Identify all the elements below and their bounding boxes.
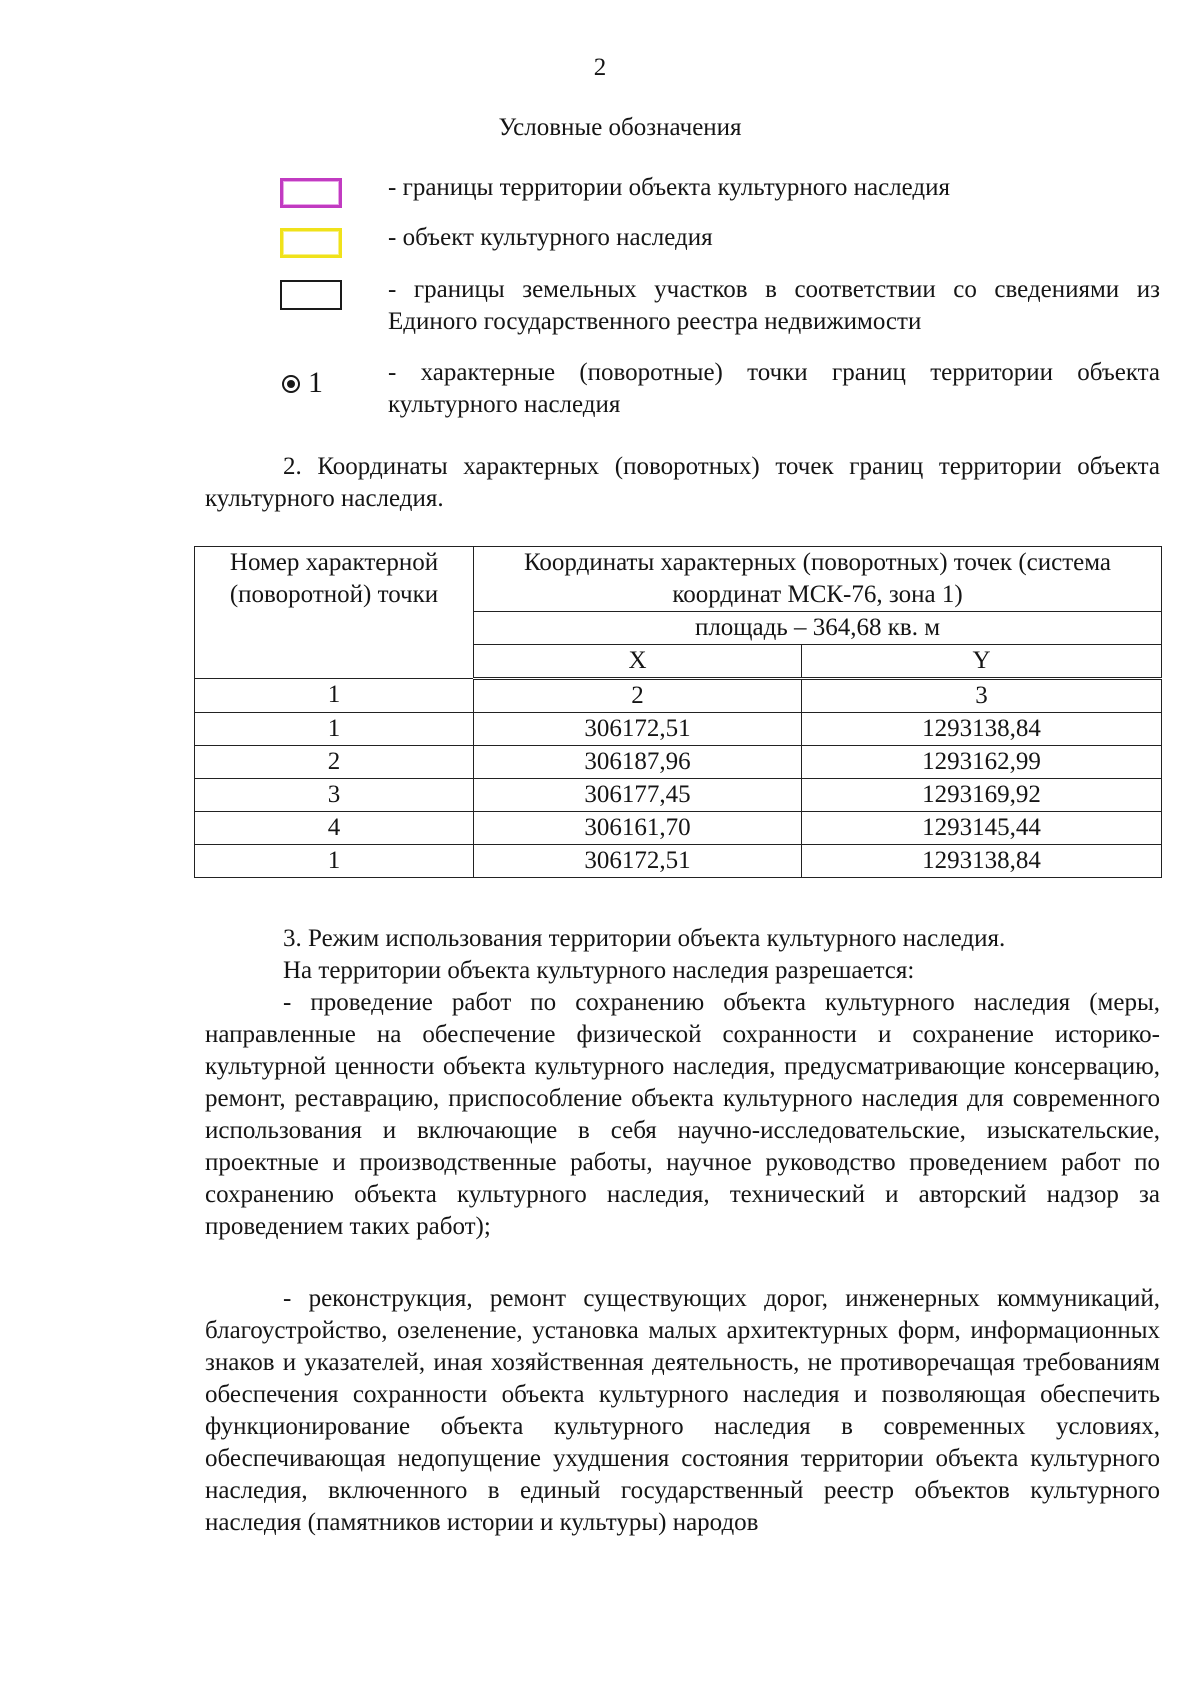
point-label: 1 [308, 366, 323, 399]
section-2-heading: 2. Координаты характерных (поворотных) точек границ территории объекта культурного наследия. [205, 453, 1160, 512]
table-cell: 1293162,99 [802, 746, 1162, 779]
section-3-item-1: - проведение работ по сохранению объекта культурного наследия (меры, направленные на обеспечение физической сохранности и сохранение историко-культурной ценности объекта культурного наследия, предусматривающие консервацию, ремонт, реставрацию, приспособление объекта культурного наследия для современного использования и включающие в себя научно-исследовательские, изыскательские, проектные и производственные работы, научное руководство проведением работ по сохранению объекта культурного наследия, технический и авторский надзор за проведением таких работ); [205, 989, 1160, 1240]
table-index-row [195, 679, 1162, 713]
table-cell: 1293169,92 [802, 779, 1162, 812]
table-cell: 1 [195, 845, 474, 878]
legend-text: - границы территории объекта культурного наследия [388, 174, 951, 201]
header-y: Y [802, 645, 1162, 679]
yellow-object-swatch-icon [280, 228, 342, 258]
table-cell: 306172,51 [474, 713, 802, 746]
table-row [195, 812, 1162, 845]
page-number: 2 [593, 54, 607, 81]
table-cell: 2 [195, 746, 474, 779]
section-3-item-2: - реконструкция, ремонт существующих дорог, инженерных коммуникаций, благоустройство, озеленение, установка малых архитектурных форм, информационных знаков и указателей, иная хозяйственная деятельность, не противоречащая требованиям обеспечения сохранности объекта культурного наследия и позволяющая обеспечить функционирование объекта культурного наследия в современных условиях, обеспечивающая недопущение ухудшения состояния территории объекта культурного наследия, включенного в единый государственный реестр объектов культурного наследия (памятников истории и культуры) народов [205, 1285, 1160, 1536]
table-cell: 3 [195, 779, 474, 812]
header-coordinates: Координаты характерных (поворотных) точек (система координат МСК-76, зона 1) [474, 547, 1162, 612]
section-3-heading: 3. Режим использования территории объекта культурного наследия. [283, 925, 1006, 952]
black-boundary-swatch-icon [280, 280, 342, 310]
table-cell: 306177,45 [474, 779, 802, 812]
legend-text: - объект культурного наследия [388, 224, 713, 251]
table-row [195, 845, 1162, 878]
section-3-intro: На территории объекта культурного наследия разрешается: [283, 957, 915, 984]
table-row [195, 746, 1162, 779]
coordinates-table [194, 546, 1162, 878]
table-cell: 306187,96 [474, 746, 802, 779]
table-cell: 4 [195, 812, 474, 845]
point-marker-icon [282, 375, 300, 393]
table-row [195, 779, 1162, 812]
table-cell: 1293138,84 [802, 845, 1162, 878]
header-point-number: Номер характерной (поворотной) точки [195, 547, 474, 679]
legend-text: - границы земельных участков в соответствии со сведениями из Единого государственного реестра недвижимости [388, 276, 1160, 335]
table-cell: 306161,70 [474, 812, 802, 845]
legend-title: Условные обозначения [498, 114, 742, 141]
magenta-boundary-swatch-icon [280, 178, 342, 208]
table-cell: 1 [195, 679, 474, 713]
table-cell: 2 [474, 679, 802, 713]
header-x: X [474, 645, 802, 679]
table-cell: 1 [195, 713, 474, 746]
header-area: площадь – 364,68 кв. м [474, 612, 1162, 645]
table-row [195, 713, 1162, 746]
table-cell: 1293138,84 [802, 713, 1162, 746]
table-cell: 3 [802, 679, 1162, 713]
turning-point-icon [282, 367, 332, 403]
legend-text: - характерные (поворотные) точки границ территории объекта культурного наследия [388, 359, 1160, 418]
table-cell: 306172,51 [474, 845, 802, 878]
table-cell: 1293145,44 [802, 812, 1162, 845]
